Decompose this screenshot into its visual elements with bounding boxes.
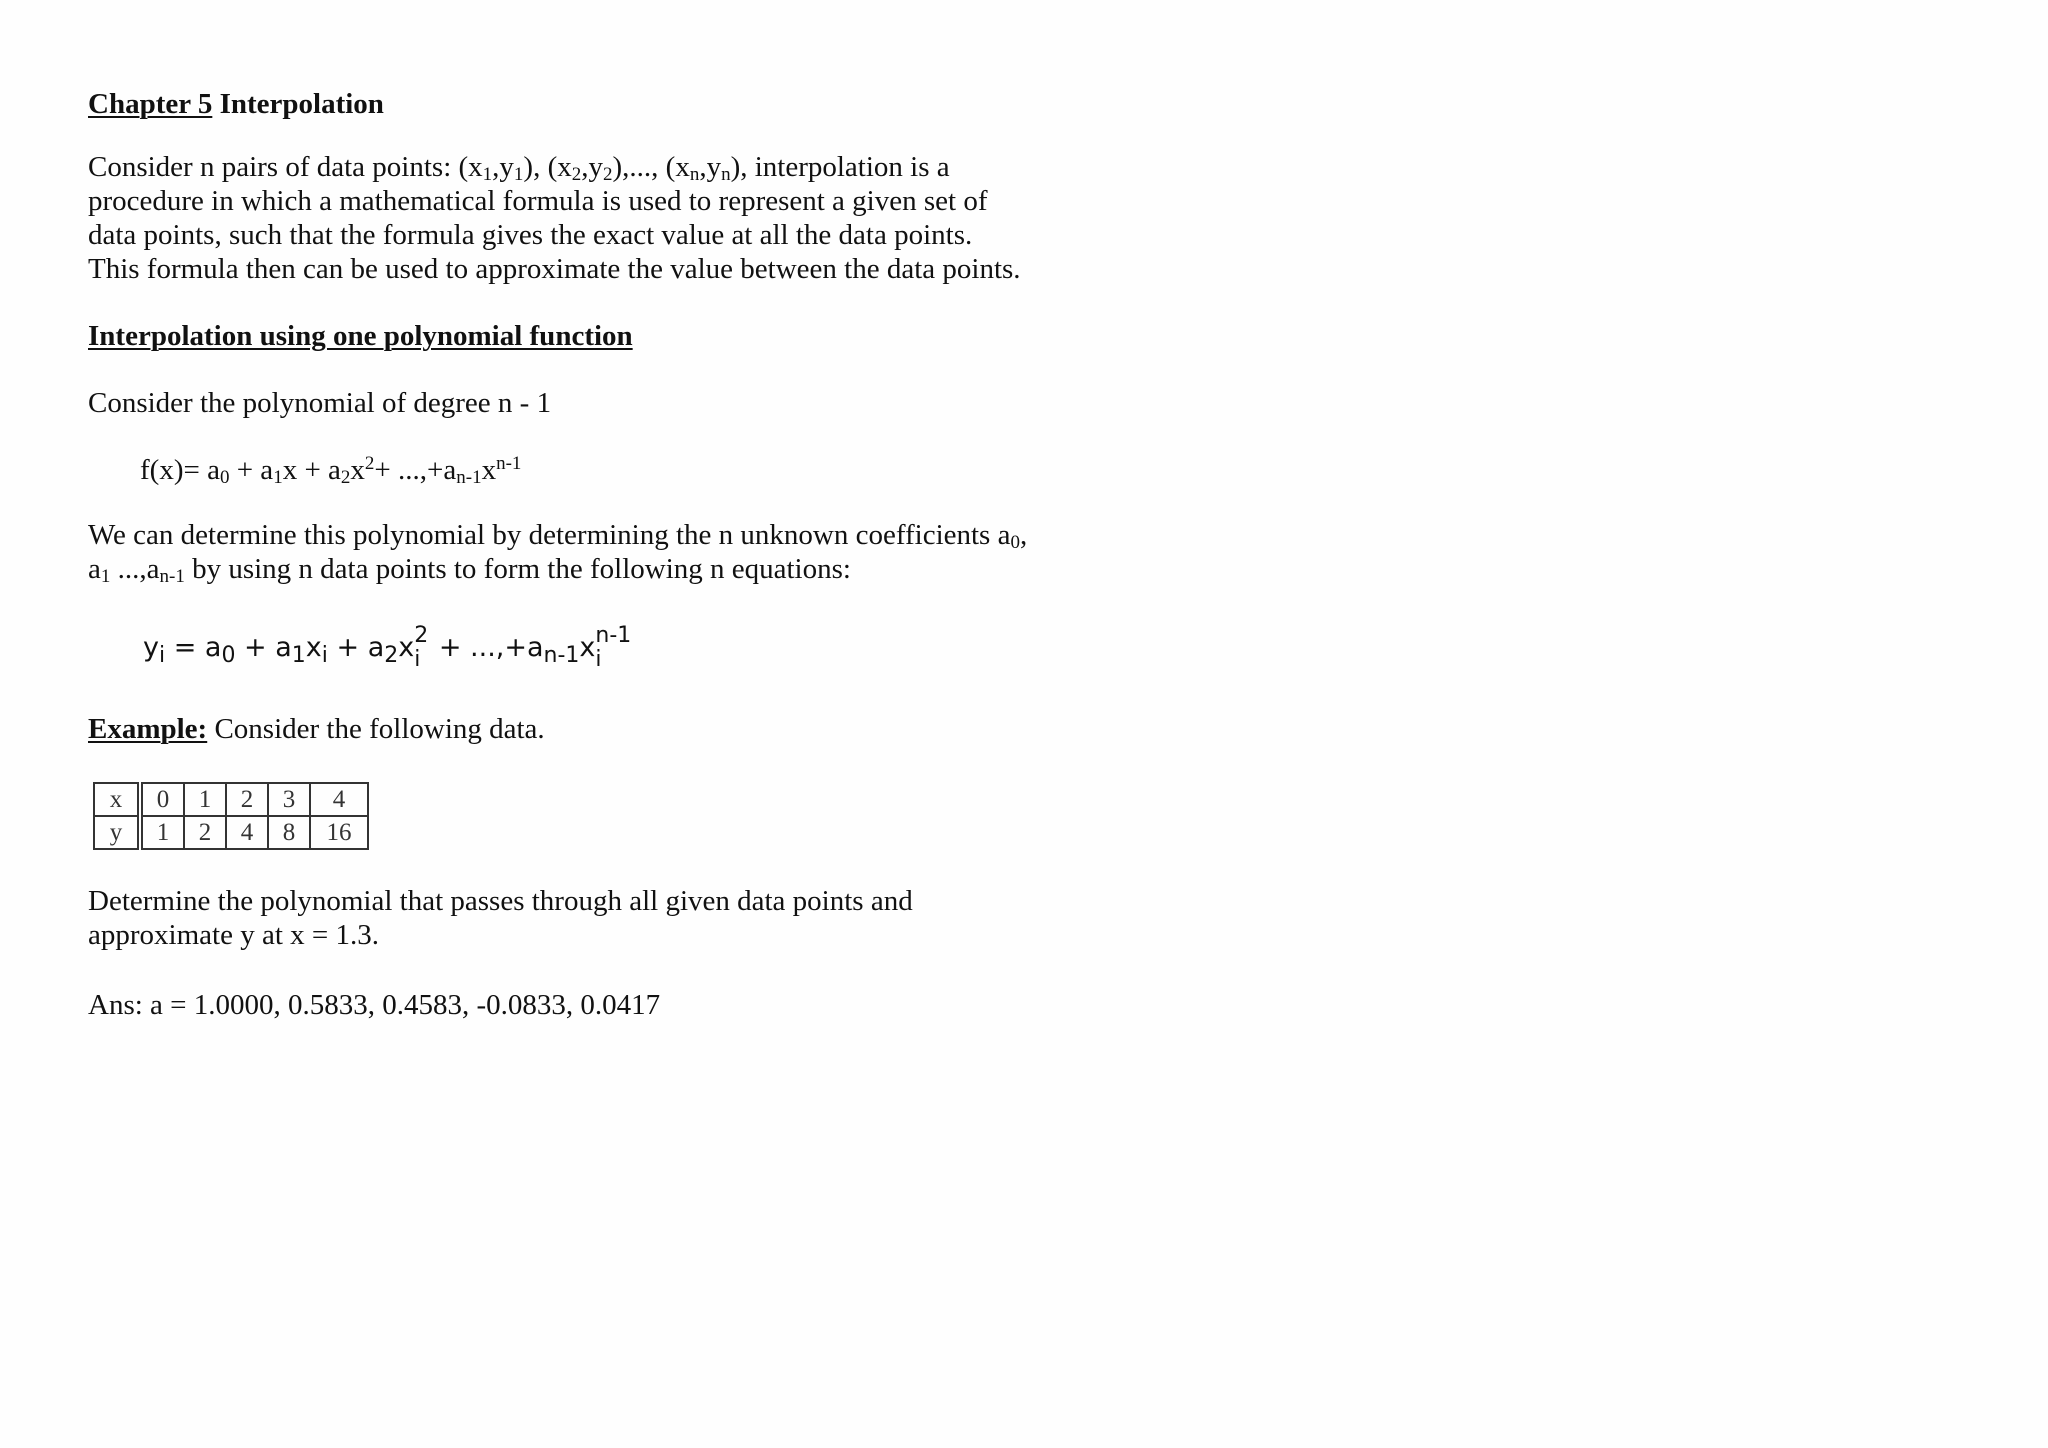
table-cell: 0	[140, 783, 184, 816]
section-heading: Interpolation using one polynomial function	[88, 320, 633, 352]
task-paragraph: Determine the polynomial that passes through all given data points and approximate y at x = 1.3.	[88, 885, 913, 951]
intro-paragraph: Consider n pairs of data points: $(x_1,y_1)$, $(x_2,y_2)$,..., $(x_n,y_n)$, interpolation is a procedure in which a mathematical formula is used to represent a given set of data points, such that the formula gives the exact value at all the data points. This formula then can be used to approximate the value between the data points.	[88, 151, 1021, 285]
example-label: Example:	[88, 713, 208, 745]
table-cell: 16	[310, 816, 368, 849]
example-line	[88, 712, 1028, 746]
chapter-heading	[88, 84, 1028, 124]
table-cell: 1	[184, 783, 226, 816]
table-cell: 1	[140, 816, 184, 849]
table-cell: 2	[184, 816, 226, 849]
polynomial-degree-text: Consider the polynomial of degree n - 1	[88, 387, 552, 419]
table-cell: 8	[268, 816, 310, 849]
data-table	[93, 782, 369, 850]
table-row-y	[94, 816, 368, 849]
table-cell: 3	[268, 783, 310, 816]
table-header-y: y	[94, 816, 140, 849]
answer-line: Ans: a = 1.0000, 0.5833, 0.4583, -0.0833, 0.0417	[88, 989, 661, 1021]
document-page	[88, 84, 1028, 1022]
table-row-x	[94, 783, 368, 816]
table-cell: 4	[310, 783, 368, 816]
chapter-title: Interpolation	[212, 88, 384, 120]
equation-system-formula: $y_i = a_0 + a_1x_i + a_2x$ 2 i + $...,+a_{n-1}x$ n-1 i	[143, 623, 632, 672]
polynomial-formula: $f(x)= a_0 + a_1x + a_2x^2+ ...,+a_{n-1}x^{n-1}$	[140, 453, 522, 488]
example-text: Consider the following data.	[207, 713, 545, 745]
table-cell: 2	[226, 783, 268, 816]
determine-paragraph: We can determine this polynomial by determining the n unknown coefficients $a_0$, $a_1$ $...,a_{n-1}$ by using n data points to form the following n equations:	[88, 519, 1028, 587]
table-header-x: x	[94, 783, 140, 816]
chapter-number: Chapter 5	[88, 88, 213, 120]
table-cell: 4	[226, 816, 268, 849]
